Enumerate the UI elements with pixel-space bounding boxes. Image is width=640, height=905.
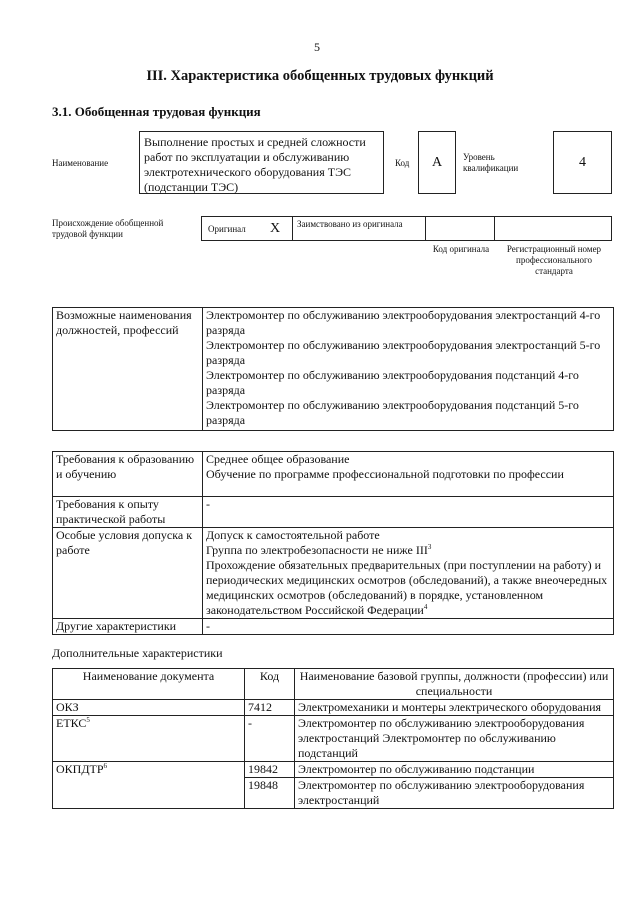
origin-code-cell: [425, 216, 495, 241]
code-value: А: [431, 154, 443, 170]
section-title: III. Характеристика обобщенных трудовых функций: [146, 68, 494, 84]
doc-cell: [53, 778, 245, 809]
level-value-box: [553, 131, 612, 194]
doc-cell: ОКЗ: [53, 700, 245, 716]
doc-cell: ОКПДТР$^6$: [53, 762, 245, 778]
table-row: [53, 716, 614, 762]
requirement-row: [53, 619, 614, 635]
requirement-value: -: [203, 619, 614, 635]
requirement-line: Обучение по программе профессиональной подготовки по профессии: [206, 467, 564, 481]
subsection-title: 3.1. Обобщенная трудовая функция: [52, 104, 261, 119]
requirement-line: Среднее общее образование: [206, 452, 350, 466]
requirement-line: Группа по электробезопасности не ниже III$^3$: [206, 543, 432, 557]
requirement-row: [53, 528, 614, 619]
origin-original-cell: [201, 216, 293, 241]
footnote-ref: 3: [427, 543, 432, 551]
doc-cell: ЕТКС$^5$: [53, 716, 245, 762]
footnote-ref: 4: [423, 603, 428, 611]
footnote-ref: 5: [86, 716, 90, 724]
origin-reg-cell: [494, 216, 612, 241]
requirement-value: [203, 528, 614, 619]
level-label: Уровень квалификации: [463, 152, 519, 173]
requirement-line: Допуск к самостоятельной работе: [206, 528, 380, 542]
requirements-table: [52, 451, 614, 635]
additional-title: Дополнительные характеристики: [52, 646, 223, 660]
name-cell: Электромонтер по обслуживанию электрооборудования электростанций: [295, 778, 614, 809]
function-name: Выполнение простых и средней сложности работ по эксплуатации и обслуживанию электротехнического оборудования ТЭС (подстанции ТЭС): [144, 135, 366, 194]
position-item: Электромонтер по обслуживанию электрооборудования электростанций 4-го разряда: [206, 308, 601, 337]
code-cell: 19842: [245, 762, 295, 778]
requirement-value: -: [203, 497, 614, 528]
code-cell: -: [245, 716, 295, 762]
origin-reg-caption: Регистрационный номер профессионального стандарта: [506, 244, 602, 276]
table-row: [53, 762, 614, 778]
positions-list: [203, 308, 614, 431]
position-item: Электромонтер по обслуживанию электрооборудования электростанций 5-го разряда: [206, 338, 601, 367]
name-cell: Электромонтер по обслуживанию электрооборудования электростанций Электромонтер по обслуживанию подстанций: [295, 716, 614, 762]
table-row: [53, 778, 614, 809]
name-label: Наименование: [52, 158, 109, 168]
name-cell: Электромонтер по обслуживанию подстанции: [295, 762, 614, 778]
requirement-label: Требования к образованию и обучению: [53, 452, 203, 497]
positions-label: Возможные наименования должностей, профессий: [53, 308, 203, 431]
position-item: Электромонтер по обслуживанию электрооборудования подстанций 4-го разряда: [206, 368, 579, 397]
header-code: Код: [245, 669, 295, 700]
requirement-value: [203, 452, 614, 497]
function-name-box: [139, 131, 384, 194]
page-number: 5: [314, 40, 320, 54]
level-value: 4: [579, 154, 586, 170]
requirement-line: Прохождение обязательных предварительных (при поступлении на работу) и периодических медицинских осмотров (обследований), а также внеочередных медицинских осмотров (обследований) в порядке, установленном законодательством Российской Федерации$^4$: [206, 558, 608, 617]
origin-borrowed-cell: [292, 216, 426, 241]
position-item: Электромонтер по обслуживанию электрооборудования подстанций 5-го разряда: [206, 398, 579, 427]
additional-table: [52, 668, 614, 809]
requirement-row: [53, 497, 614, 528]
name-cell: Электромеханики и монтеры электрического оборудования: [295, 700, 614, 716]
origin-label: Происхождение обобщенной трудовой функции: [52, 218, 164, 239]
original-mark: X: [270, 221, 281, 236]
borrowed-label: Заимствовано из оригинала: [297, 219, 403, 229]
header-name: Наименование базовой группы, должности (профессии) или специальности: [295, 669, 614, 700]
positions-table: [52, 307, 614, 431]
requirement-label: Требования к опыту практической работы: [53, 497, 203, 528]
code-cell: 7412: [245, 700, 295, 716]
header-doc: Наименование документа: [53, 669, 245, 700]
requirement-label: Особые условия допуска к работе: [53, 528, 203, 619]
table-row: [53, 700, 614, 716]
footnote-ref: 6: [103, 762, 108, 770]
original-label: Оригинал: [208, 224, 246, 234]
requirement-label: Другие характеристики: [53, 619, 203, 635]
requirement-row: [53, 452, 614, 497]
code-cell: 19848: [245, 778, 295, 809]
code-label: Код: [395, 158, 410, 168]
origin-code-caption: Код оригинала: [432, 244, 490, 254]
code-value-box: [418, 131, 456, 194]
additional-header-row: [53, 669, 614, 700]
